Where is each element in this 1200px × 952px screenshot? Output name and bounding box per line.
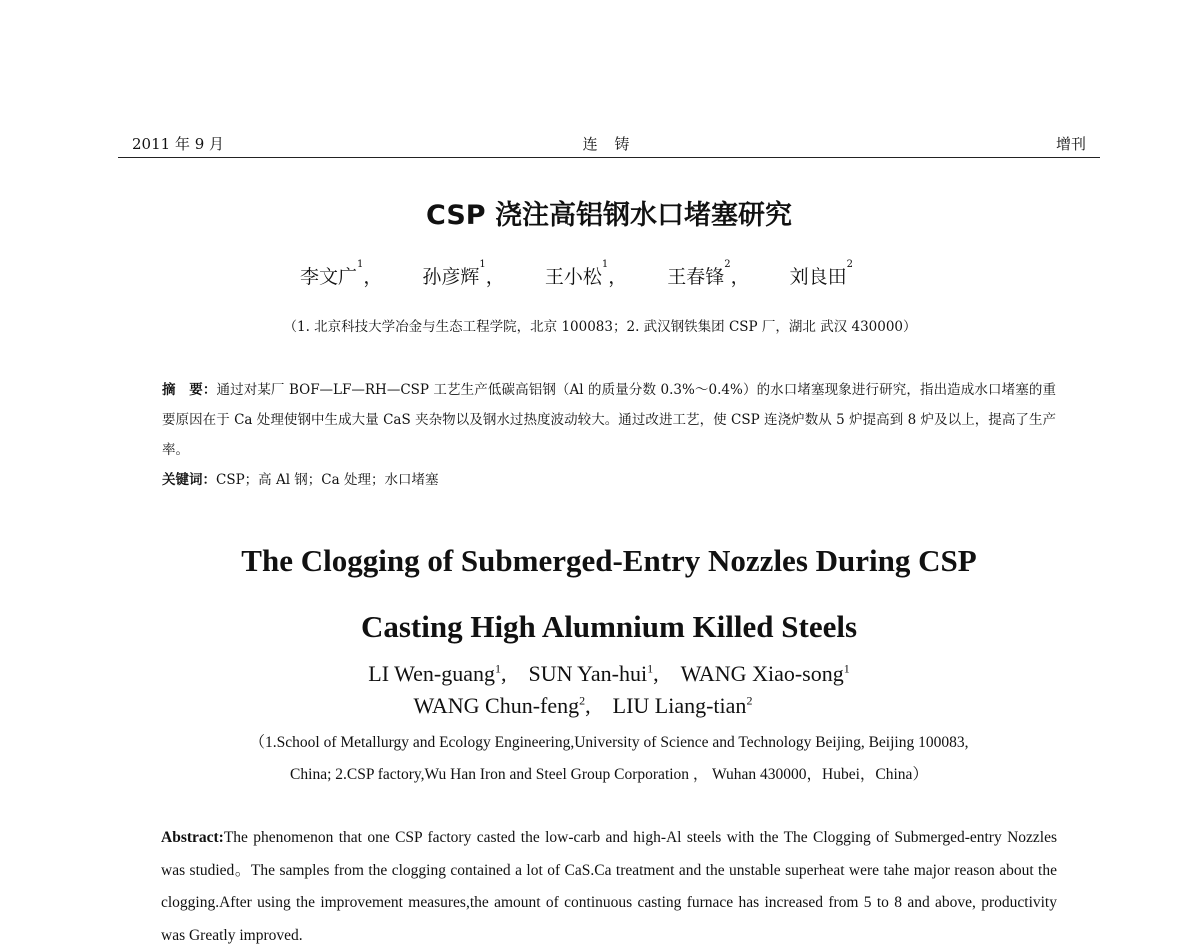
cn-abstract-body (162, 375, 1056, 465)
header-issue: 增刊 (1055, 135, 1086, 153)
english-title-line-1: The Clogging of Submerged-Entry Nozzles During CSP (241, 543, 977, 578)
cn-keywords-label: 关键词： (162, 472, 216, 488)
running-header (118, 133, 1100, 155)
english-authors-row-1: LI Wen-guang$^1$, SUN Yan-hui$^1$, WANG Xiao-song$^1$ (368, 661, 850, 686)
cn-author: 刘良田$^2$ (789, 259, 854, 288)
cn-author: 孙彦辉$^1$， (422, 259, 505, 288)
english-affiliation-line-2: China; 2.CSP factory,Wu Han Iron and Steel Group Corporation ， Wuhan 430000，Hubei，China） (290, 766, 928, 783)
en-abstract-label: Abstract: (161, 829, 224, 846)
cn-abstract-label: 摘 要： (162, 382, 217, 398)
cn-author: 李文广$^1$， (300, 259, 383, 288)
cn-author: 王春锋$^2$， (667, 259, 750, 288)
cn-keywords (162, 465, 1056, 495)
english-authors-row-2: WANG Chun-feng$^2$, LIU Liang-tian$^2$ (413, 693, 753, 718)
cn-abstract-text: 通过对某厂 BOF—LF—RH—CSP 工艺生产低碳高铝钢（Al 的质量分数 0.3%～0.4%）的水口堵塞现象进行研究，指出造成水口堵塞的重要原因在于 Ca 处理使钢中生成大量 CaS 夹杂物以及钢水过热度波动较大。通过改进工艺，使 CSP 连浇炉数从 5 炉提高到 8 炉及以上，提高了生产率。 (162, 382, 1056, 458)
chinese-affiliation: （1. 北京科技大学冶金与生态工程学院，北京 100083；2. 武汉钢铁集团 CSP 厂，湖北 武汉 430000） (283, 319, 917, 335)
chinese-abstract (162, 375, 1056, 495)
header-date: 2011 年 9 月 (132, 135, 225, 153)
english-title-line-2: Casting High Alumnium Killed Steels (360, 609, 858, 644)
english-abstract (161, 822, 1057, 952)
chinese-title: CSP 浇注高铝钢水口堵塞研究 (426, 200, 792, 231)
header-rule (118, 157, 1100, 158)
header-journal: 连 铸 (582, 135, 636, 153)
chinese-authors (300, 259, 854, 289)
en-abstract-text: The phenomenon that one CSP factory casted the low-carb and high-Al steels with the The Clogging of Submerged-entry Nozzles was studied。The samples from the clogging contained a lot of CaS.Ca treatment and the unstable superheat were tahe major reason about the clogging.After using the improvement measures,the amount of continuous casting furnace has increased from 5 to 8 and above, productivity was Greatly improved. (161, 829, 1057, 944)
cn-author: 王小松$^1$， (544, 259, 628, 288)
cn-keywords-text: CSP；高 Al 钢；Ca 处理；水口堵塞 (216, 472, 439, 488)
english-affiliation-line-1: （1.School of Metallurgy and Ecology Engineering,University of Science and Technology Beijing, Beijing 100083, (249, 734, 969, 751)
